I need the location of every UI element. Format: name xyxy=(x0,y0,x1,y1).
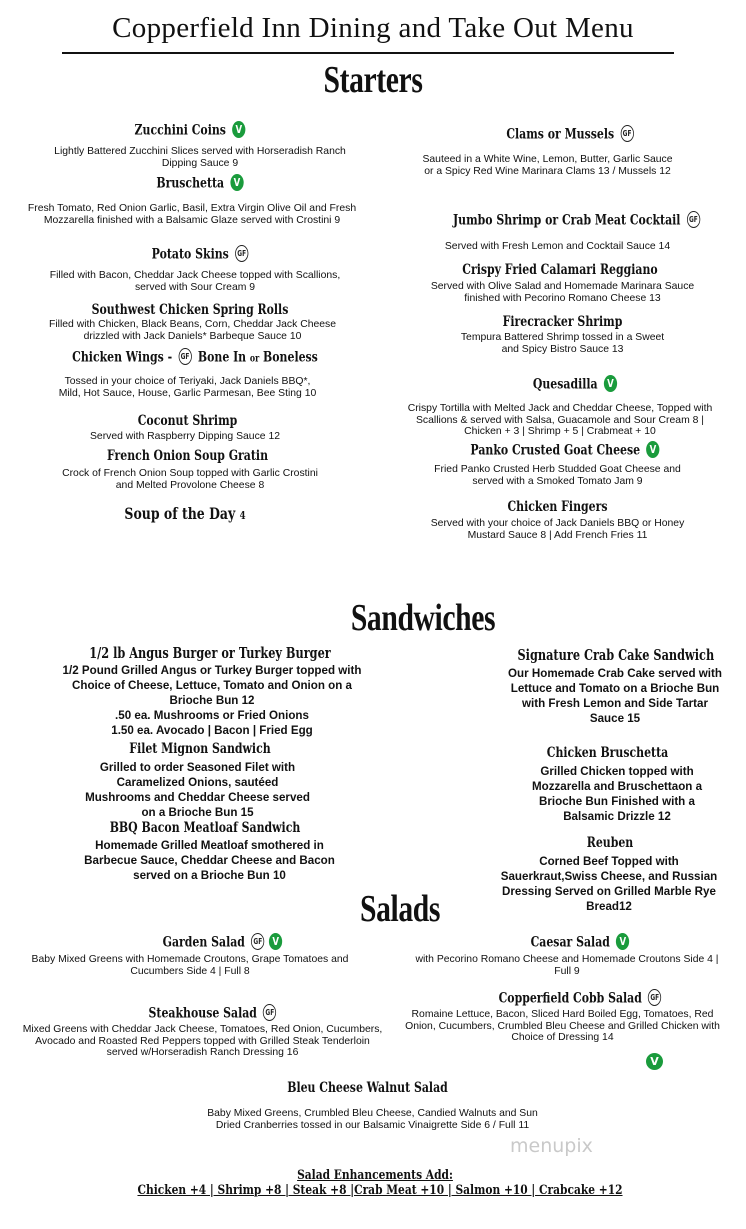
burger-extra-avocado: 1.50 ea. Avocado | Bacon | Fried Egg xyxy=(111,724,313,737)
vegetarian-icon: V xyxy=(646,441,659,458)
potato-skins-name: Potato Skins GF xyxy=(130,246,270,263)
gluten-free-icon: GF xyxy=(251,933,264,950)
chicken-bruschetta-desc: Grilled Chicken topped with Mozzarella and Bruschettaon a Brioche Bun Finished with a Balsamic Drizzle 12 xyxy=(531,765,703,823)
crab-cake-desc: Our Homemade Crab Cake served with Lettuce and Tomato on a Brioche Bun with Fresh Lemon and Side Tartar Sauce 15 xyxy=(508,667,722,725)
coconut-shrimp-name: Coconut Shrimp xyxy=(137,413,238,429)
caesar-salad-desc: with Pecorino Romano Cheese and Homemade Croutons Side 4 | Full 9 xyxy=(415,954,719,977)
burger-desc: 1/2 Pound Grilled Angus or Turkey Burger topped with Choice of Cheese, Lettuce, Tomato and Onion on a Brioche Bun 12 xyxy=(62,664,362,707)
gluten-free-icon: GF xyxy=(263,1004,276,1021)
jumbo-shrimp-desc: Served with Fresh Lemon and Cocktail Sauce 14 xyxy=(444,241,671,252)
gluten-free-icon: GF xyxy=(687,211,700,228)
calamari-desc: Served with Olive Salad and Homemade Marinara Sauce finished with Pecorino Romano Cheese 13 xyxy=(430,281,695,304)
filet-desc: Grilled to order Seasoned Filet with Caramelized Onions, sautéed Mushrooms and Cheddar Cheese served on a Brioche Bun 15 xyxy=(85,761,310,819)
vegetarian-icon: V xyxy=(646,1053,663,1070)
reuben-desc: Corned Beef Topped with Sauerkraut,Swiss Cheese, and Russian Dressing Served on Grilled Marble Rye Bread12 xyxy=(500,855,718,913)
onion-soup-name: French Onion Soup Gratin xyxy=(106,448,269,464)
firecracker-desc: Tempura Battered Shrimp tossed in a Sweet and Spicy Bistro Sauce 13 xyxy=(460,332,665,355)
vegetarian-icon: V xyxy=(604,375,617,392)
bruschetta-name: Bruschetta V xyxy=(130,175,270,192)
clams-mussels-name: Clams or Mussels GF xyxy=(492,126,648,143)
cobb-salad-desc: Romaine Lettuce, Bacon, Sliced Hard Boiled Egg, Tomatoes, Red Onion, Cucumbers, Crumbled Bleu Cheese and Grilled Chicken with Choice of Dressing 14 xyxy=(405,1009,720,1044)
gluten-free-icon: GF xyxy=(178,348,191,365)
chicken-wings-desc: Tossed in your choice of Teriyaki, Jack Daniels BBQ*, Mild, Hot Sauce, House, Garlic Parmesan, Bee Sting 10 xyxy=(58,376,317,399)
spring-rolls-desc: Filled with Chicken, Black Beans, Corn, Cheddar Jack Cheese drizzled with Jack Daniels* Barbeque Sauce 10 xyxy=(48,319,337,342)
calamari-name: Crispy Fried Calamari Reggiano xyxy=(462,262,658,278)
sandwiches-heading: Sandwiches xyxy=(350,597,496,639)
garden-salad-name: Garden Salad GF V xyxy=(150,934,294,951)
vegetarian-icon: V xyxy=(232,121,245,138)
spring-rolls-name: Southwest Chicken Spring Rolls xyxy=(91,302,289,318)
goat-cheese-desc: Fried Panko Crusted Herb Studded Goat Cheese and served with a Smoked Tomato Jam 9 xyxy=(434,464,681,487)
enhancements-title: Salad Enhancements Add: xyxy=(297,1168,453,1183)
burger-name: 1/2 lb Angus Burger or Turkey Burger xyxy=(89,645,331,662)
gluten-free-icon: GF xyxy=(235,245,248,262)
filet-name: Filet Mignon Sandwich xyxy=(129,741,271,757)
menu-title: Copperfield Inn Dining and Take Out Menu xyxy=(112,12,634,44)
chicken-bruschetta-name: Chicken Bruschetta xyxy=(546,745,669,761)
bruschetta-desc: Fresh Tomato, Red Onion Garlic, Basil, Extra Virgin Olive Oil and Fresh Mozzarella finished with a Balsamic Glaze served with Crostini 9 xyxy=(27,203,357,226)
garden-salad-desc: Baby Mixed Greens with Homemade Croutons, Grape Tomatoes and Cucumbers Side 4 | Full 8 xyxy=(31,954,349,977)
vegetarian-icon: V xyxy=(269,933,282,950)
zucchini-desc: Lightly Battered Zucchini Slices served with Horseradish Ranch Dipping Sauce 9 xyxy=(54,146,346,169)
quesadilla-name: Quesadilla V xyxy=(517,376,634,393)
crab-cake-name: Signature Crab Cake Sandwich xyxy=(517,647,715,664)
vegetarian-icon: V xyxy=(230,174,243,191)
meatloaf-desc: Homemade Grilled Meatloaf smothered in Barbecue Sauce, Cheddar Cheese and Bacon served on a Brioche Bun 10 xyxy=(84,839,335,882)
title-divider xyxy=(62,52,674,54)
steakhouse-salad-desc: Mixed Greens with Cheddar Jack Cheese, Tomatoes, Red Onion, Cucumbers, Avocado and Roasted Red Peppers topped with Grilled Steak Tenderloin served w/Horseradish Ranch Dressing 16 xyxy=(22,1024,383,1059)
watermark-logo: menupix xyxy=(510,1135,593,1157)
vegetarian-icon: V xyxy=(616,933,629,950)
enhancements-list: Chicken +4 | Shrimp +8 | Steak +8 |Crab Meat +10 | Salmon +10 | Crabcake +12 xyxy=(137,1183,623,1198)
zucchini-name: Zucchini Coins V xyxy=(112,122,268,139)
reuben-name: Reuben xyxy=(586,835,634,851)
salads-heading: Salads xyxy=(359,888,441,930)
chicken-fingers-desc: Served with your choice of Jack Daniels BBQ or Honey Mustard Sauce 8 | Add French Fries 11 xyxy=(430,518,685,541)
burger-extra-mushrooms: .50 ea. Mushrooms or Fried Onions xyxy=(115,709,309,722)
jumbo-shrimp-name: Jumbo Shrimp or Crab Meat Cocktail GF xyxy=(453,212,687,229)
chicken-fingers-name: Chicken Fingers xyxy=(507,499,608,515)
cobb-salad-name: Copperfield Cobb Salad GF xyxy=(494,990,666,1007)
onion-soup-desc: Crock of French Onion Soup topped with Garlic Crostini and Melted Provolone Cheese 8 xyxy=(62,468,318,491)
starters-heading: Starters xyxy=(323,59,423,101)
gluten-free-icon: GF xyxy=(648,989,661,1006)
bleu-cheese-salad-desc: Baby Mixed Greens, Crumbled Bleu Cheese, Candied Walnuts and Sun Dried Cranberries tossed in our Balsamic Vinaigrette Side 6 / Full 11 xyxy=(207,1108,538,1131)
gluten-free-icon: GF xyxy=(620,125,633,142)
steakhouse-salad-name: Steakhouse Salad GF xyxy=(140,1005,284,1022)
potato-skins-desc: Filled with Bacon, Cheddar Jack Cheese topped with Scallions, served with Sour Cream 9 xyxy=(49,270,341,293)
firecracker-name: Firecracker Shrimp xyxy=(502,314,623,330)
meatloaf-name: BBQ Bacon Meatloaf Sandwich xyxy=(109,820,301,836)
quesadilla-desc: Crispy Tortilla with Melted Jack and Cheddar Cheese, Topped with Scallions & served with Salsa, Guacamole and Sour Cream 8 | Chicken + 3 | Shrimp + 5 | Crabmeat + 10 xyxy=(407,403,713,438)
coconut-shrimp-desc: Served with Raspberry Dipping Sauce 12 xyxy=(89,431,281,442)
bleu-cheese-salad-name: Bleu Cheese Walnut Salad xyxy=(287,1080,448,1096)
chicken-wings-name: Chicken Wings - GF Bone In or Boneless xyxy=(72,349,318,366)
soup-of-day-name: Soup of the Day 4 xyxy=(124,504,246,523)
caesar-salad-name: Caesar Salad V xyxy=(522,934,639,951)
clams-mussels-desc: Sauteed in a White Wine, Lemon, Butter, Garlic Sauce or a Spicy Red Wine Marinara Clams 13 / Mussels 12 xyxy=(422,154,673,177)
goat-cheese-name: Panko Crusted Goat Cheese V xyxy=(468,442,663,459)
